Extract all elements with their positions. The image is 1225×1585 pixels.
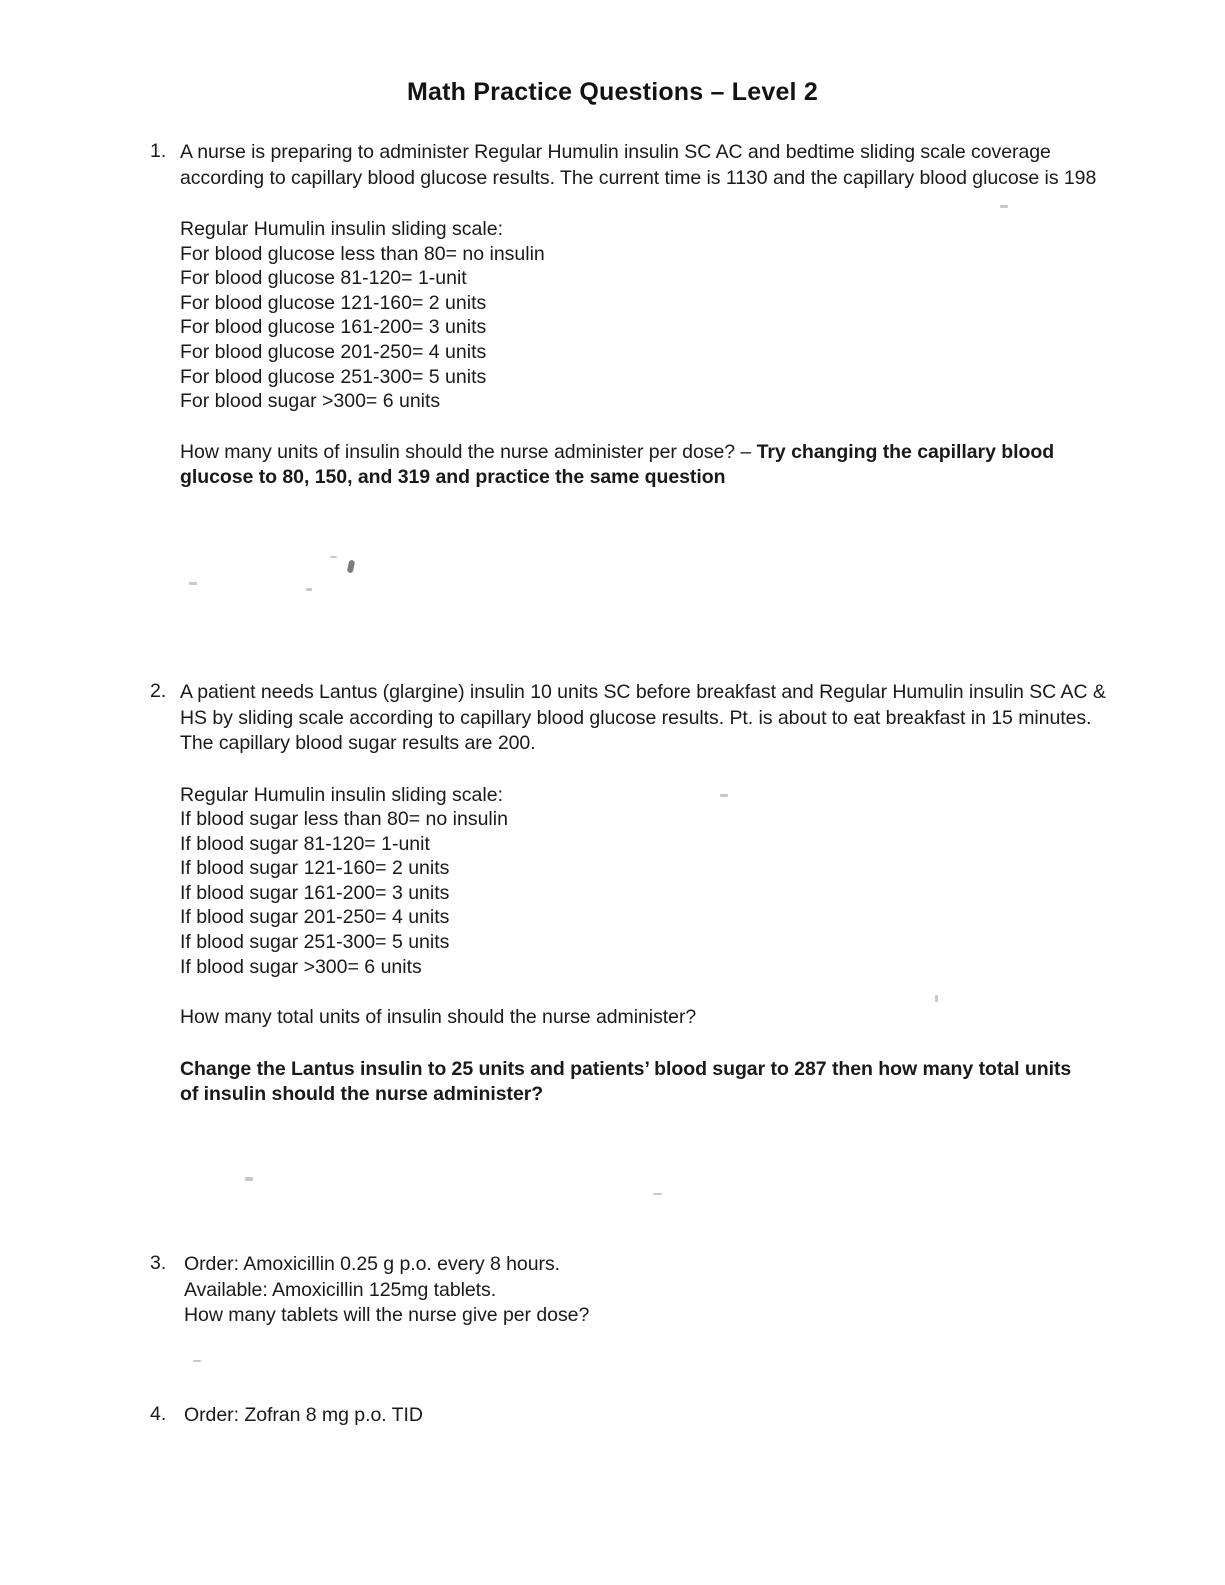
- scale-line: If blood sugar >300= 6 units: [180, 955, 422, 978]
- question-number-1: 1.: [150, 140, 167, 162]
- question-3-line: How many tablets will the nurse give per dose?: [184, 1304, 590, 1326]
- scale-line: If blood sugar 251-300= 5 units: [180, 931, 450, 954]
- scan-speck: [653, 1193, 662, 1195]
- question-number-2: 2.: [150, 680, 167, 702]
- question-1-scale-heading: Regular Humulin insulin sliding scale:: [180, 218, 503, 240]
- question-body-1: [180, 140, 1110, 491]
- scale-line: For blood glucose 161-200= 3 units: [180, 316, 487, 339]
- question-item-4: [150, 1403, 1110, 1429]
- question-item-3: [150, 1252, 1110, 1329]
- question-body-2: [180, 680, 1110, 1108]
- scale-line: For blood glucose 81-120= 1-unit: [180, 267, 467, 290]
- scale-line: If blood sugar 201-250= 4 units: [180, 906, 450, 929]
- scale-line: If blood sugar less than 80= no insulin: [180, 808, 508, 831]
- scale-line: For blood glucose 121-160= 2 units: [180, 291, 487, 314]
- scan-speck: [189, 582, 197, 585]
- scale-line: For blood sugar >300= 6 units: [180, 390, 441, 413]
- scale-line: For blood glucose less than 80= no insulin: [180, 242, 545, 265]
- scan-speck: [193, 1360, 201, 1362]
- question-number-3: 3.: [150, 1252, 167, 1274]
- question-4-line: Order: Zofran 8 mg p.o. TID: [184, 1404, 423, 1426]
- question-2-scale-heading: Regular Humulin insulin sliding scale:: [180, 783, 503, 806]
- question-2-sliding-scale: [180, 783, 1110, 980]
- question-3-line: Available: Amoxicillin 125mg tablets.: [184, 1278, 497, 1301]
- scan-speck: [347, 560, 356, 574]
- question-1-sliding-scale: [180, 217, 1110, 414]
- scan-speck: [245, 1177, 253, 1181]
- question-1-intro: A nurse is preparing to administer Regular Humulin insulin SC AC and bedtime sliding scale coverage according to capillary blood glucose results. The current time is 1130 and the capillary blood glucose is 198: [180, 141, 1097, 189]
- scale-line: If blood sugar 81-120= 1-unit: [180, 832, 430, 855]
- scale-line: If blood sugar 121-160= 2 units: [180, 857, 450, 880]
- scale-line: For blood glucose 251-300= 5 units: [180, 365, 487, 388]
- scan-speck: [330, 556, 337, 558]
- question-1-prompt-plain: How many units of insulin should the nurse administer per dose? –: [180, 440, 757, 463]
- question-2-prompt-bold: Change the Lantus insulin to 25 units and patients’ blood sugar to 287 then how many total units of insulin should the nurse administer?: [180, 1057, 1072, 1106]
- question-body-3: [184, 1252, 1110, 1329]
- page-title: Math Practice Questions – Level 2: [407, 78, 818, 106]
- scale-line: For blood glucose 201-250= 4 units: [180, 340, 487, 363]
- scan-speck: [1000, 205, 1008, 208]
- scan-speck: [720, 794, 728, 797]
- question-number-4: 4.: [150, 1403, 167, 1425]
- question-1-prompt-bold: Try changing the capillary blood glucose to 80, 150, and 319 and practice the same question: [180, 440, 1055, 489]
- question-1-scale-list: [180, 242, 1110, 414]
- question-2-prompt-plain: How many total units of insulin should the nurse administer?: [180, 1006, 697, 1029]
- question-2-intro: A patient needs Lantus (glargine) insulin 10 units SC before breakfast and Regular Humulin insulin SC AC & HS by sliding scale according to capillary blood glucose results. Pt. is about to eat breakfast in 15 minutes. The capillary blood sugar results are 200.: [180, 681, 1106, 754]
- scale-line: If blood sugar 161-200= 3 units: [180, 881, 450, 904]
- question-body-4: [184, 1403, 1110, 1429]
- question-item-2: [150, 680, 1110, 1108]
- question-2-scale-list: [180, 807, 1110, 979]
- question-item-1: [150, 140, 1110, 491]
- scan-speck: [935, 995, 938, 1002]
- question-3-line: Order: Amoxicillin 0.25 g p.o. every 8 hours.: [184, 1253, 561, 1275]
- question-1-prompt: [180, 440, 1110, 491]
- scan-speck: [306, 588, 312, 591]
